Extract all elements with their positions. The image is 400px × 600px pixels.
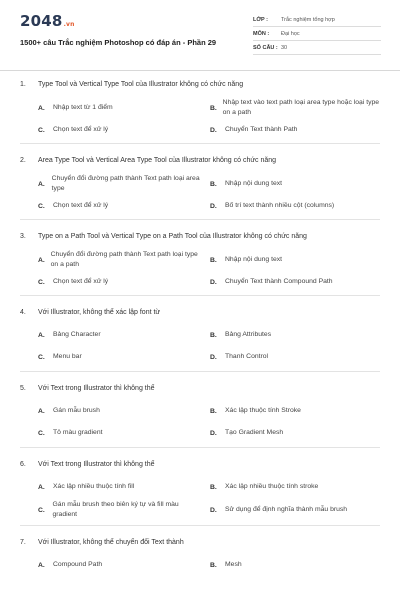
option-text: Nhập text vào text path loại area type hoặc loại type on a path xyxy=(222,99,380,116)
answer-option[interactable] xyxy=(200,248,380,272)
question-divider xyxy=(20,447,380,448)
options xyxy=(20,554,380,576)
options xyxy=(20,476,380,522)
answer-option[interactable] xyxy=(200,196,380,216)
option-label: C. xyxy=(38,278,45,286)
answer-option[interactable] xyxy=(200,172,380,196)
option-text: Nhập nội dung text xyxy=(225,180,283,187)
answer-option[interactable] xyxy=(20,272,200,292)
meta-key: MÔN : xyxy=(253,30,270,37)
question-item xyxy=(20,230,380,296)
option-text: Xác lập thuộc tính Stroke xyxy=(225,407,301,414)
answer-option[interactable] xyxy=(20,476,200,498)
option-label: A. xyxy=(38,180,45,188)
option-label: D. xyxy=(210,202,217,210)
question-number: 4. xyxy=(20,309,26,316)
answer-option[interactable] xyxy=(200,554,380,576)
answer-option[interactable] xyxy=(20,498,200,522)
option-text: Chuyển Text thành Path xyxy=(225,126,298,133)
meta-value: Đại học xyxy=(281,30,300,37)
question-list xyxy=(20,78,380,576)
meta-row-count xyxy=(253,41,381,55)
option-text: Chuyển Text thành Compound Path xyxy=(225,278,333,285)
option-row xyxy=(20,346,380,368)
option-label: A. xyxy=(38,407,45,415)
question-text xyxy=(20,458,380,472)
answer-option[interactable] xyxy=(20,196,200,216)
question-text xyxy=(20,382,380,396)
option-text: Tạo Gradient Mesh xyxy=(225,429,284,436)
question-prompt: Area Type Tool và Vertical Area Type Tool của Illustrator không có chức năng xyxy=(38,157,277,164)
meta-row-class xyxy=(253,13,381,27)
question-item xyxy=(20,382,380,448)
option-label: C. xyxy=(38,126,45,134)
option-label: D. xyxy=(210,506,217,514)
option-label: B. xyxy=(210,256,217,264)
option-label: B. xyxy=(210,331,217,339)
option-text: Nhập nội dung text xyxy=(225,256,283,263)
meta-value: 30 xyxy=(281,44,288,51)
answer-option[interactable] xyxy=(200,120,380,140)
question-number: 6. xyxy=(20,461,26,468)
answer-option[interactable] xyxy=(20,346,200,368)
question-text xyxy=(20,78,380,92)
meta-key: SỐ CÂU : xyxy=(253,44,278,51)
answer-option[interactable] xyxy=(20,172,200,196)
option-label: A. xyxy=(38,104,45,112)
option-text: Chuyển đổi đường path thành Text path loại area type xyxy=(51,175,200,192)
option-row xyxy=(20,96,380,120)
option-text: Compound Path xyxy=(53,561,103,568)
option-text: Bảng Attributes xyxy=(225,331,272,338)
option-text: Tô màu gradient xyxy=(53,429,103,436)
option-label: C. xyxy=(38,429,45,437)
question-number: 7. xyxy=(20,539,26,546)
option-text: Chọn text để xử lý xyxy=(53,278,109,285)
question-item xyxy=(20,78,380,144)
option-label: B. xyxy=(210,483,217,491)
question-text xyxy=(20,154,380,168)
question-prompt: Với Text trong Illustrator thì không thể xyxy=(38,385,155,392)
option-label: D. xyxy=(210,126,217,134)
answer-option[interactable] xyxy=(20,554,200,576)
option-label: D. xyxy=(210,353,217,361)
option-row xyxy=(20,248,380,272)
page-title: 1500+ câu Trắc nghiệm Photoshop có đáp án - Phần 29 xyxy=(20,38,217,47)
answer-option[interactable] xyxy=(20,324,200,346)
question-number: 3. xyxy=(20,233,26,240)
option-label: C. xyxy=(38,353,45,361)
option-text: Bảng Character xyxy=(53,331,101,338)
option-label: B. xyxy=(210,561,217,569)
question-number: 5. xyxy=(20,385,26,392)
option-text: Chọn text để xử lý xyxy=(53,202,109,209)
question-text xyxy=(20,536,380,550)
answer-option[interactable] xyxy=(20,120,200,140)
header xyxy=(0,0,400,70)
option-row xyxy=(20,324,380,346)
logo-suffix: .vn xyxy=(63,21,75,28)
option-text: Chọn text để xử lý xyxy=(53,126,109,133)
question-divider xyxy=(20,219,380,220)
answer-option[interactable] xyxy=(20,422,200,444)
option-text: Xác lập nhiều thuộc tính stroke xyxy=(225,483,319,490)
option-row xyxy=(20,476,380,498)
answer-option[interactable] xyxy=(20,96,200,120)
option-row xyxy=(20,422,380,444)
question-text xyxy=(20,230,380,244)
option-row xyxy=(20,120,380,140)
option-text: Sử dụng để định nghĩa thành mẫu brush xyxy=(225,506,348,513)
option-text: Thanh Control xyxy=(225,353,269,360)
question-divider xyxy=(20,525,380,526)
option-label: B. xyxy=(210,180,217,188)
answer-option[interactable] xyxy=(200,324,380,346)
question-item xyxy=(20,458,380,526)
option-label: C. xyxy=(38,506,45,514)
question-prompt: Type Tool và Vertical Type Tool của Illustrator không có chức năng xyxy=(38,81,244,88)
meta-row-subject xyxy=(253,27,381,41)
option-row xyxy=(20,498,380,522)
option-row xyxy=(20,196,380,216)
meta-value: Trắc nghiệm tổng hợp xyxy=(281,16,335,23)
answer-option[interactable] xyxy=(200,272,380,292)
question-item xyxy=(20,154,380,220)
answer-option[interactable] xyxy=(200,346,380,368)
question-item xyxy=(20,306,380,372)
question-prompt: Với Illustrator, không thể xác lập font từ xyxy=(38,309,161,316)
question-number: 1. xyxy=(20,81,26,88)
meta-info xyxy=(253,13,381,55)
option-row xyxy=(20,400,380,422)
option-row xyxy=(20,272,380,292)
option-text: Mesh xyxy=(225,561,242,568)
question-prompt: Type on a Path Tool và Vertical Type on a Path Tool của Illustrator không có chức năng xyxy=(38,233,307,240)
option-text: Menu bar xyxy=(53,353,82,360)
answer-option[interactable] xyxy=(200,476,380,498)
question-prompt: Với Text trong Illustrator thì không thể xyxy=(38,461,155,468)
question-divider xyxy=(20,295,380,296)
options xyxy=(20,324,380,368)
answer-option[interactable] xyxy=(200,400,380,422)
answer-option[interactable] xyxy=(200,498,380,522)
option-row xyxy=(20,172,380,196)
option-label: C. xyxy=(38,202,45,210)
option-text: Gán mẫu brush xyxy=(53,407,100,414)
option-label: A. xyxy=(38,256,45,264)
option-label: A. xyxy=(38,483,45,491)
question-number: 2. xyxy=(20,157,26,164)
options xyxy=(20,172,380,216)
answer-option[interactable] xyxy=(20,248,200,272)
options xyxy=(20,400,380,444)
question-text xyxy=(20,306,380,320)
answer-option[interactable] xyxy=(200,422,380,444)
question-item xyxy=(20,536,380,576)
option-text: Xác lập nhiều thuộc tính fill xyxy=(53,483,135,490)
question-prompt: Với Illustrator, không thể chuyển đổi Text thành xyxy=(38,539,184,546)
option-text: Bố trí text thành nhiều cột (columns) xyxy=(225,202,335,209)
option-text: Chuyển đổi đường path thành Text path loại type on a path xyxy=(50,251,198,268)
option-label: D. xyxy=(210,429,217,437)
options xyxy=(20,96,380,140)
option-label: B. xyxy=(210,407,217,415)
header-divider xyxy=(0,70,400,71)
option-label: B. xyxy=(210,104,217,112)
options xyxy=(20,248,380,292)
option-row xyxy=(20,554,380,576)
question-divider xyxy=(20,371,380,372)
option-label: A. xyxy=(38,331,45,339)
question-divider xyxy=(20,143,380,144)
option-text: Nhập text từ 1 điểm xyxy=(53,104,113,111)
answer-option[interactable] xyxy=(200,96,380,120)
logo-text: 2048 xyxy=(20,12,63,30)
answer-option[interactable] xyxy=(20,400,200,422)
option-text: Gán mẫu brush theo biên ký tự và fill màu gradient xyxy=(52,501,179,518)
option-label: A. xyxy=(38,561,45,569)
meta-key: LỚP : xyxy=(253,16,268,23)
option-label: D. xyxy=(210,278,217,286)
